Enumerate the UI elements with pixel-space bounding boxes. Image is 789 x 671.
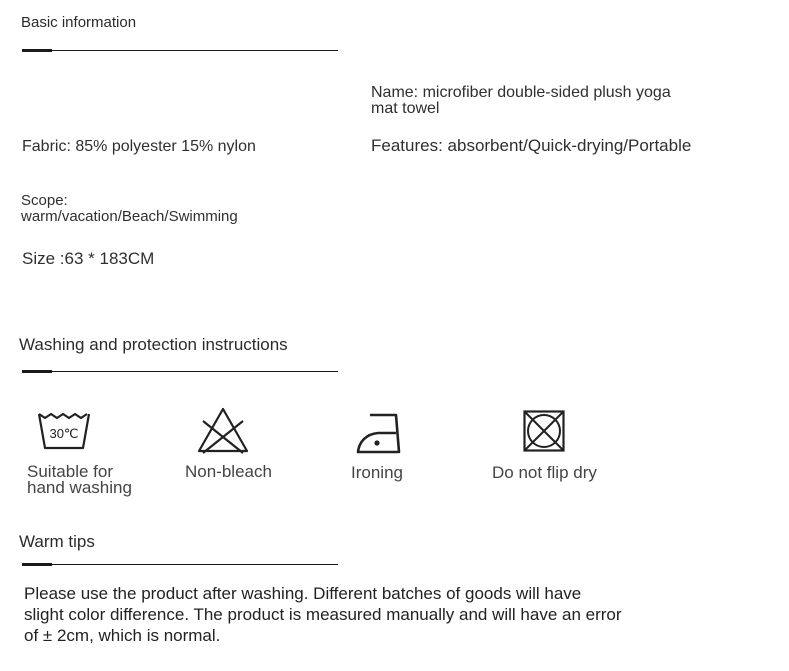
hand-wash-label-line-2: hand washing — [27, 478, 132, 497]
hand-wash-30c-icon — [37, 410, 91, 452]
warm-tips-text — [24, 583, 622, 646]
fabric-info: Fabric: 85% polyester 15% nylon — [22, 138, 256, 155]
hand-wash-label-line-1: Suitable for — [27, 462, 113, 481]
hand-wash-label — [27, 464, 132, 496]
warm-tips-line-3: of ± 2cm, which is normal. — [24, 626, 221, 645]
basic-info-divider — [22, 50, 338, 51]
warm-tips-line-1: Please use the product after washing. Different batches of goods will have — [24, 584, 582, 603]
size-info: Size :63 * 183CM — [22, 249, 155, 268]
warm-tips-divider — [22, 564, 338, 565]
product-name-line-1: Name: microfiber double-sided plush yoga — [371, 84, 671, 101]
basic-info-heading: Basic information — [21, 14, 137, 31]
warm-tips-line-2: slight color difference. The product is measured manually and will have an error — [24, 605, 622, 624]
no-bleach-icon — [197, 407, 249, 453]
product-name-line-2: mat towel — [371, 100, 440, 117]
no-tumble-dry-icon — [523, 410, 565, 452]
scope-info — [21, 193, 238, 225]
scope-label: Scope: — [21, 192, 68, 209]
wash-temperature-label: 30℃ — [49, 426, 79, 441]
washing-heading: Washing and protection instructions — [19, 335, 288, 354]
iron-icon — [356, 412, 402, 454]
ironing-label: Ironing — [351, 463, 403, 482]
warm-tips-heading: Warm tips — [19, 532, 95, 551]
scope-value: warm/vacation/Beach/Swimming — [21, 208, 238, 225]
washing-divider — [22, 371, 338, 372]
features-info: Features: absorbent/Quick-drying/Portable — [371, 136, 692, 155]
no-bleach-label: Non-bleach — [185, 462, 272, 481]
no-tumble-dry-label: Do not flip dry — [492, 463, 597, 482]
product-name — [371, 85, 671, 117]
